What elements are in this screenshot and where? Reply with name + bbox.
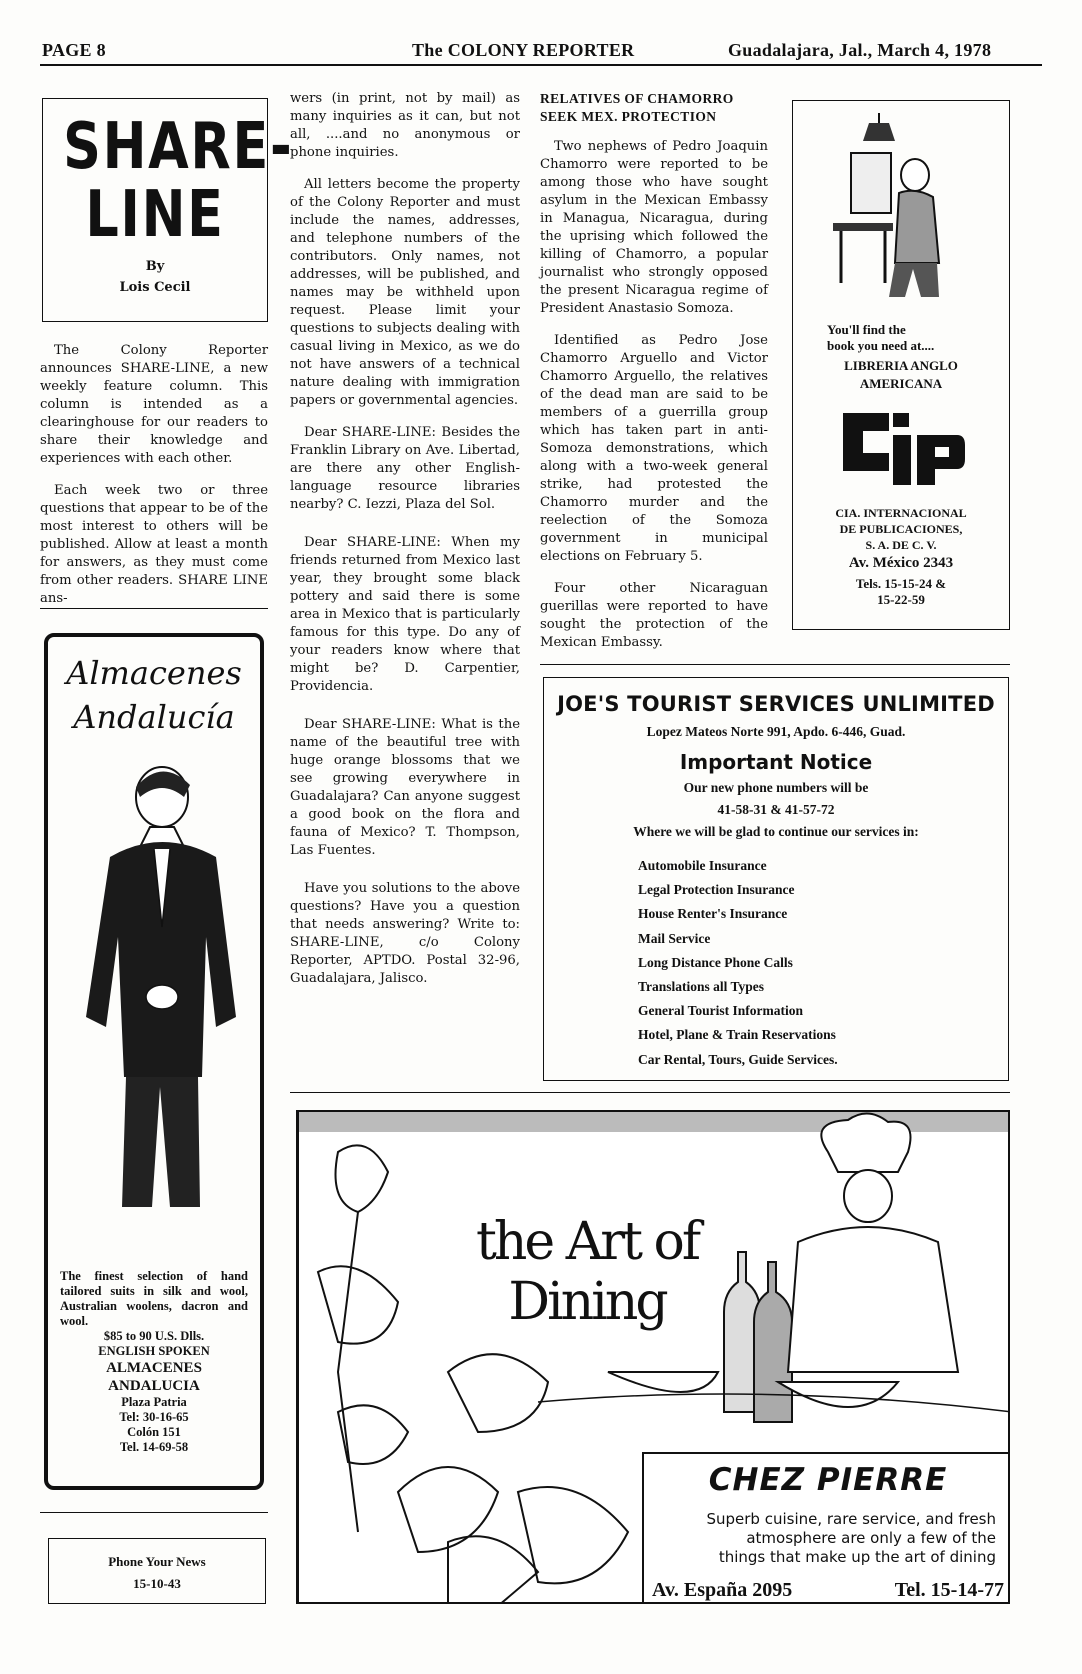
list-item: Translations all Types — [638, 979, 765, 995]
paragraph: wers (in print, not by mail) as many inquiries as it can, but not all, ....and no anonymous or phone inquiries. — [290, 91, 520, 160]
libreria-tagline-2: book you need at.... — [827, 338, 935, 353]
list-item: House Renter's Insurance — [638, 906, 788, 922]
article-headline-1: RELATIVES OF CHAMORRO — [540, 91, 734, 106]
dateline: Guadalajara, Jal., March 4, 1978 — [728, 40, 992, 60]
almacenes-location-2: Colón 151 — [127, 1425, 181, 1439]
paragraph: Have you solutions to the above questions? Have you a question that needs answering? Write to: SHARE-LINE, c/o Colony Reporter, APTDO. Postal 32-96, Guadalajara, Jalisco. — [290, 881, 520, 986]
almacenes-name-1: ALMACENES — [106, 1360, 202, 1376]
shareline-title-2: LINE — [85, 178, 225, 252]
libreria-tels-1: Tels. 15-15-24 & — [855, 576, 947, 591]
letter: Dear SHARE-LINE: Besides the Franklin Library on Ave. Libertad, are there any other English-language resource libraries nearby? C. Iezzi, Plaza del Sol. — [290, 425, 520, 512]
paragraph: Two nephews of Pedro Joaquin Chamorro were reported to be among those who have sought asylum in the Mexican Embassy in Managua, Nicaragua, during the uprising which followed the killing of Chamorro, a popular journalist who strongly opposed the present Nicaragua regime of President Anastasio Somoza. — [540, 139, 768, 316]
almacenes-tel-1: Tel: 30-16-65 — [119, 1410, 189, 1424]
shareline-masthead — [42, 98, 294, 322]
phone-news-number: 15-10-43 — [133, 1576, 181, 1591]
libreria-tagline-1: You'll find the — [827, 322, 906, 337]
cip-logo-text: CIP — [837, 409, 839, 410]
paragraph: All letters become the property of the Colony Reporter and must include the names, addresses, and telephone numbers of the contributors. Only names, not addresses, will be published, and names may be withheld upon request. Please limit your questions to subjects dealing with casual living in Mexico, as we do not have answers of a technical nature dealing with immigration papers or governmental agencies. — [290, 177, 520, 408]
divider — [40, 608, 268, 609]
paragraph: Each week two or three questions that appear to be of the most interest to others will be published. Allow at least a month for answers, as they must come from other readers. SHARE LINE ans- — [40, 483, 268, 606]
list-item: Automobile Insurance — [638, 858, 767, 873]
phone-news-label: Phone Your News — [108, 1554, 206, 1569]
paragraph: Identified as Pedro Jose Chamorro Arguello and Victor Chamorro Arguello, the relatives of the dead man are said to be members of a guerrilla group which has taken part in anti-Somoza demonstrations, which along with a two-week general strike, had protested the Chamorro murder and the reelection of the Somoza government in municipal elections on February 5. — [540, 333, 768, 564]
joes-services-intro: Where we will be glad to continue our services in: — [633, 824, 919, 839]
almacenes-title-1: Almacenes — [66, 654, 242, 692]
shareline-title-1: SHARE- — [63, 110, 294, 184]
letter: Dear SHARE-LINE: When my friends returned from Mexico last year, they brought some black pottery and said there is some area in Mexico that is particularly famous for this type. Do any of your readers know where that might be? D. Carpentier, Providencia. — [290, 535, 520, 694]
byline-label: By — [145, 259, 165, 274]
chef-illustration — [788, 1113, 958, 1372]
art-title-line-2: Dining — [508, 1272, 666, 1332]
libreria-company-1: CIA. INTERNACIONAL — [835, 506, 967, 520]
tailored-man-illustration — [66, 757, 250, 1217]
description-line: atmosphere are only a few of the — [746, 1529, 996, 1547]
list-item: Mail Service — [638, 930, 711, 946]
list-item: General Tourist Information — [638, 1003, 804, 1019]
almacenes-details — [60, 1269, 248, 1455]
art-title-line-1: the Art of — [476, 1212, 699, 1272]
shareline-column-2 — [290, 90, 520, 1002]
description-line: things that make up the art of dining — [718, 1548, 996, 1566]
libreria-company-3: S. A. DE C. V. — [865, 538, 937, 552]
shareline-column-1 — [40, 342, 268, 622]
restaurant-contact — [644, 1579, 1010, 1602]
almacenes-title-2: Andalucía — [73, 698, 235, 736]
joes-notice-heading: Important Notice — [679, 750, 873, 774]
art-of-dining-title — [476, 1212, 698, 1332]
description-line: Superb cuisine, rare service, and fresh — [706, 1510, 996, 1528]
joes-phones: 41-58-31 & 41-57-72 — [717, 802, 835, 817]
almacenes-name-2: ANDALUCIA — [108, 1378, 200, 1394]
letter: Dear SHARE-LINE: What is the name of the beautiful tree with huge orange blossoms that we see growing everywhere in Guadalajara? Can anyone suggest a good book on the flora and fauna of Mexico? T. Thompson, Las Fuentes. — [290, 717, 520, 858]
header-rule — [40, 64, 1042, 66]
libreria-name-1: LIBRERIA ANGLO — [844, 358, 958, 373]
restaurant-name: CHEZ PIERRE — [708, 1462, 948, 1498]
joes-address: Lopez Mateos Norte 991, Apdo. 6-446, Guad. — [646, 724, 906, 739]
list-item: Car Rental, Tours, Guide Services. — [638, 1051, 838, 1067]
chez-pierre-ad — [296, 1110, 1010, 1604]
list-item: Legal Protection Insurance — [638, 882, 795, 898]
restaurant-tel: Tel. 15-14-77 — [894, 1579, 1004, 1601]
almacenes-english: ENGLISH SPOKEN — [98, 1344, 210, 1358]
almacenes-location-1: Plaza Patria — [121, 1395, 187, 1409]
joes-services-list — [638, 854, 838, 1072]
joes-phones-intro: Our new phone numbers will be — [683, 780, 869, 795]
restaurant-address: Av. España 2095 — [652, 1579, 793, 1601]
reading-man-illustration — [829, 113, 969, 303]
phone-your-news-box — [48, 1538, 266, 1604]
libreria-tels-2: 15-22-59 — [877, 592, 925, 607]
divider — [290, 1092, 1010, 1093]
joes-tourist-services-ad — [543, 677, 1009, 1081]
libreria-company-2: DE PUBLICACIONES, — [839, 522, 963, 536]
libreria-ad — [792, 100, 1010, 630]
divider — [40, 1512, 268, 1513]
almacenes-description: The finest selection of hand tailored suits in silk and wool, Australian woolens, dacron and wool. — [60, 1269, 248, 1328]
cip-logo — [837, 409, 967, 489]
restaurant-description — [644, 1510, 1010, 1567]
byline-author: Lois Cecil — [119, 280, 191, 295]
list-item: Hotel, Plane & Train Reservations — [638, 1027, 836, 1043]
chamorro-article — [540, 90, 768, 666]
almacenes-price: $85 to 90 U.S. Dlls. — [103, 1329, 205, 1343]
almacenes-ad — [44, 633, 264, 1490]
divider — [540, 664, 1010, 665]
libreria-name-2: AMERICANA — [859, 376, 943, 391]
page-number: PAGE 8 — [42, 40, 106, 60]
libreria-address: Av. México 2343 — [848, 555, 954, 571]
article-headline-2: SEEK MEX. PROTECTION — [540, 109, 717, 124]
paragraph: Four other Nicaraguan guerillas were reported to have sought the protection of the Mexican Embassy. — [540, 581, 768, 650]
chez-pierre-info — [642, 1452, 1010, 1604]
newspaper-name: The COLONY REPORTER — [412, 40, 635, 60]
paragraph: The Colony Reporter announces SHARE-LINE, a new weekly feature column. This column is intended as a clearinghouse for our readers to share their knowledge and experiences with each other. — [40, 343, 268, 466]
almacenes-tel-2: Tel. 14-69-58 — [119, 1440, 189, 1454]
wine-bottles-icon — [724, 1252, 792, 1422]
list-item: Long Distance Phone Calls — [638, 954, 793, 970]
joes-title: JOE'S TOURIST SERVICES UNLIMITED — [557, 692, 995, 716]
